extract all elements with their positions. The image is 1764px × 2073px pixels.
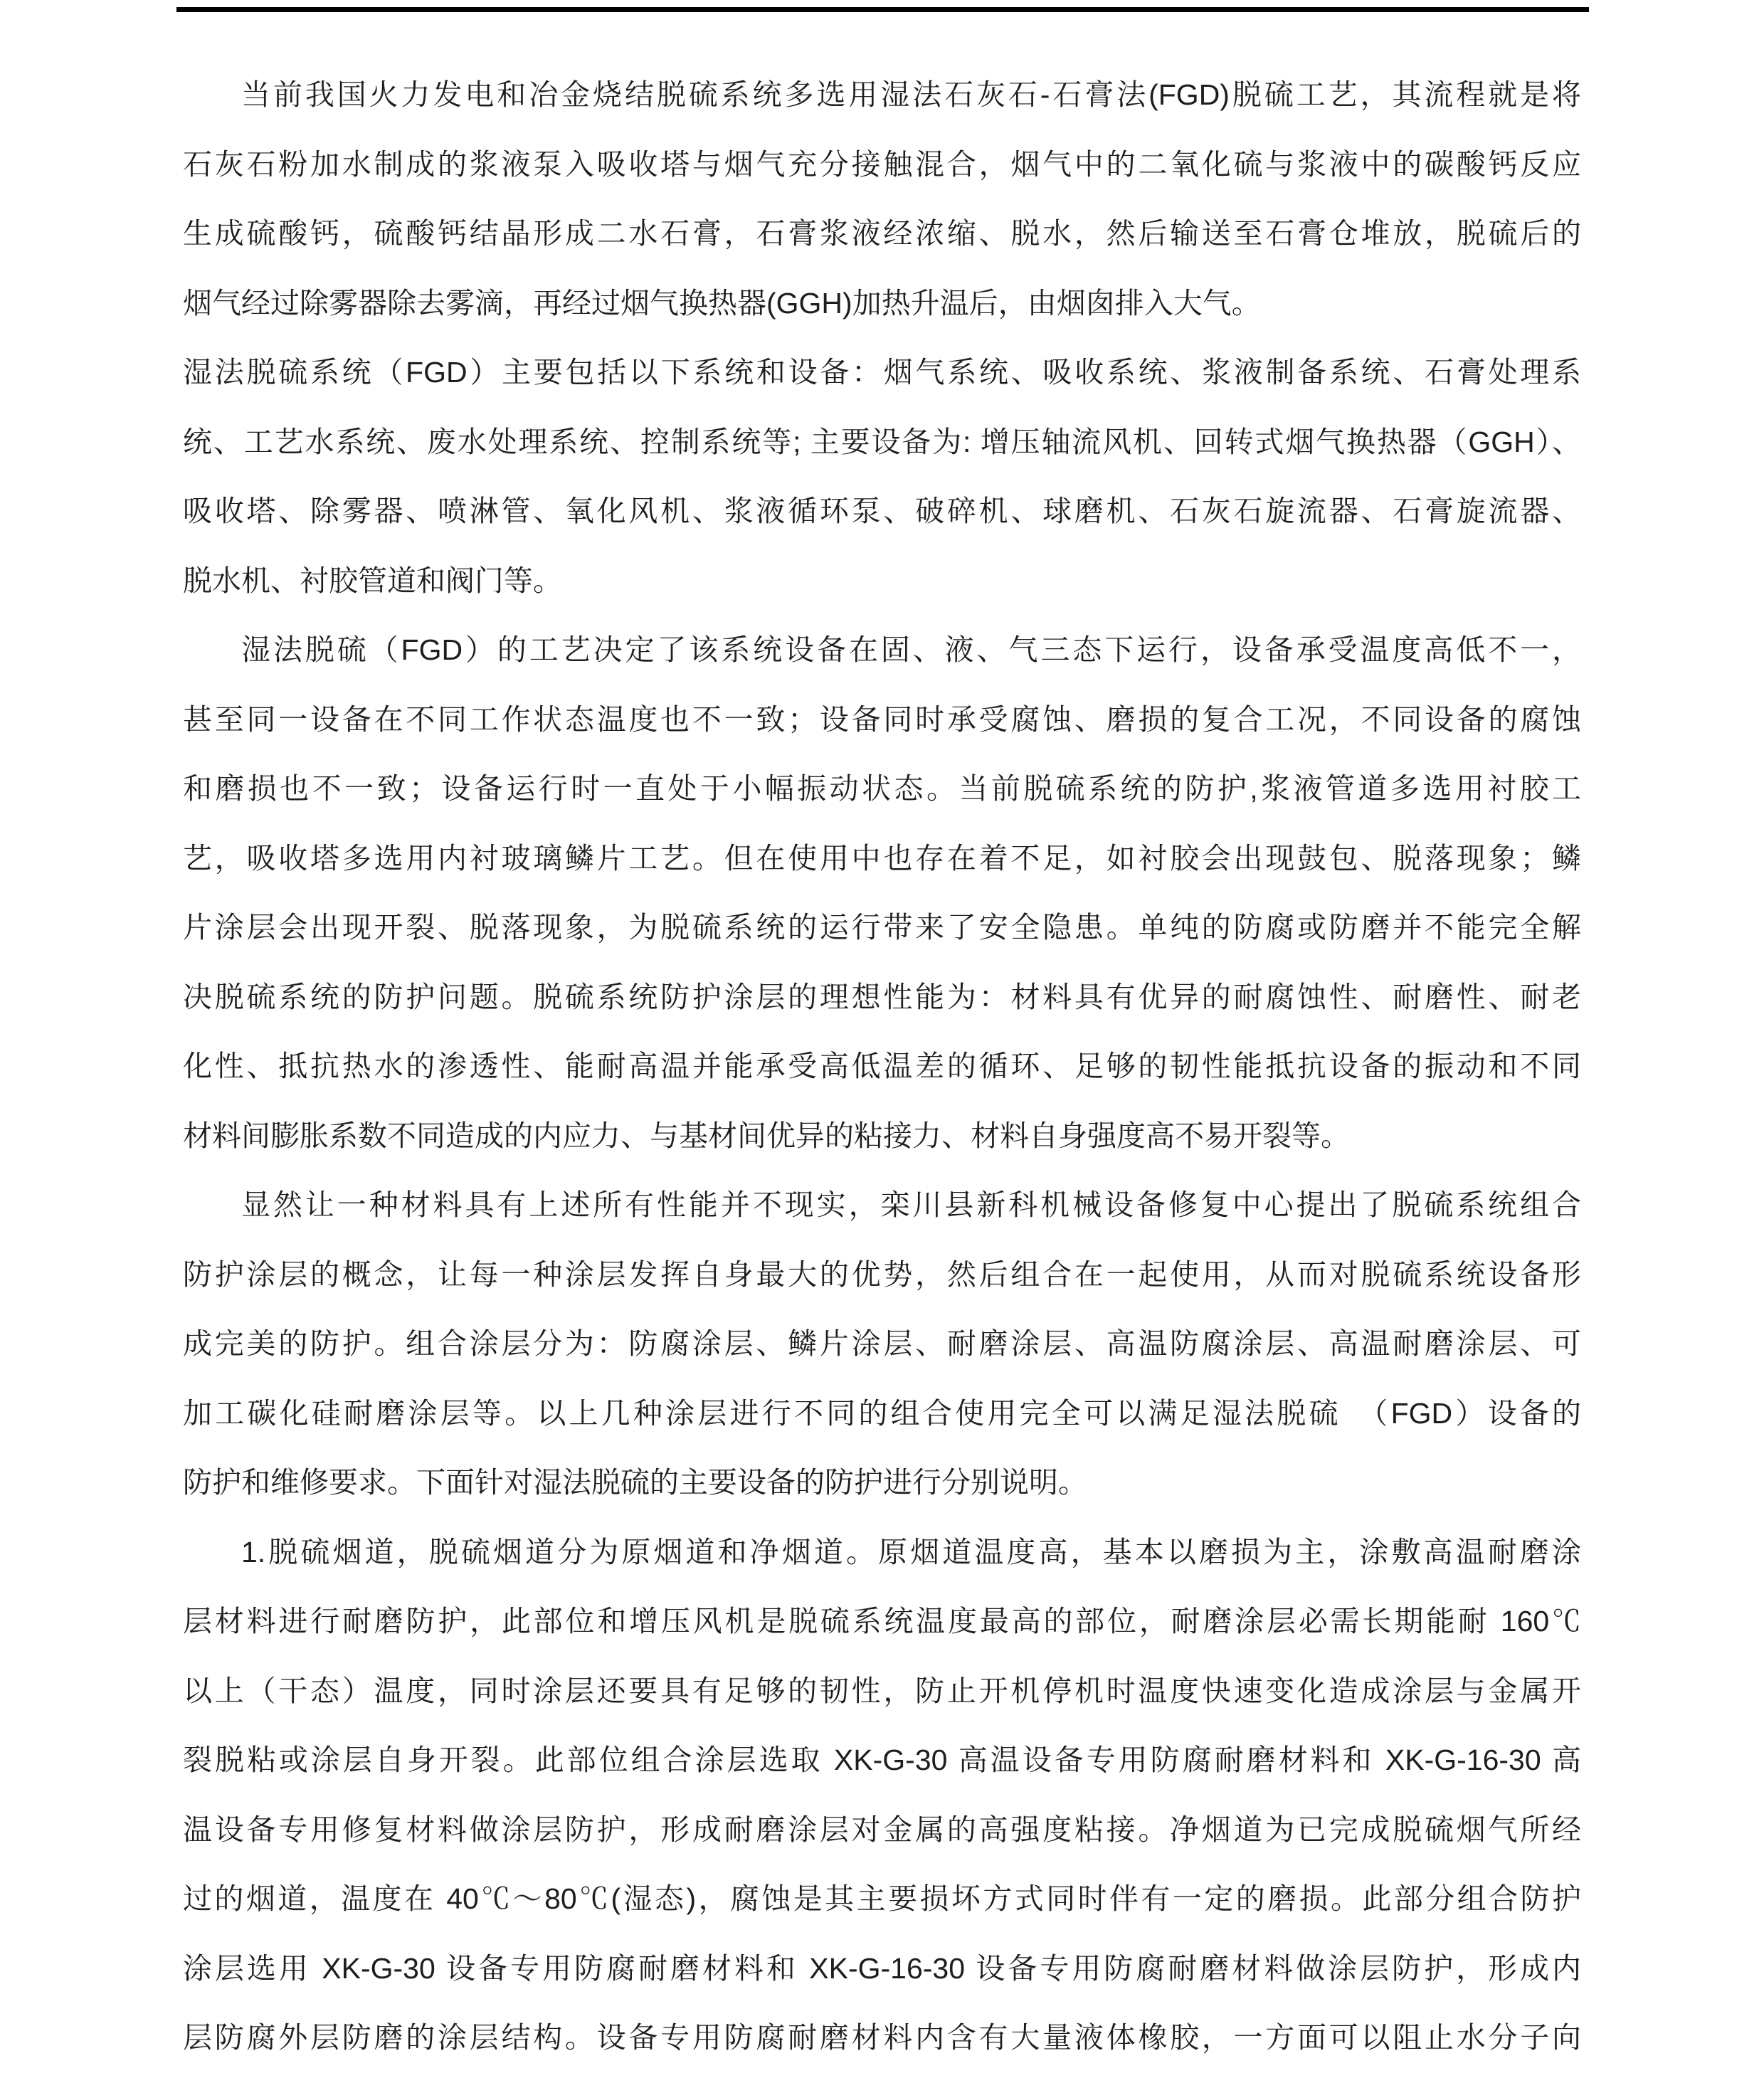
text-line: 湿法脱硫（FGD）的工艺决定了该系统设备在固、液、气三态下运行，设备承受温度高低不一，	[241, 633, 1581, 666]
text-line: 1.脱硫烟道，脱硫烟道分为原烟道和净烟道。原烟道温度高，基本以磨损为主，涂敷高温耐磨涂	[241, 1535, 1581, 1568]
text-line: 材料间膨胀系数不同造成的内应力、与基材间优异的粘接力、材料自身强度高不易开裂等。	[183, 1119, 1350, 1152]
text-line: 当前我国火力发电和冶金烧结脱硫系统多选用湿法石灰石-石膏法(FGD)脱硫工艺，其流程就是将	[241, 78, 1581, 111]
text-line: 化性、抵抗热水的渗透性、能耐高温并能承受高低温差的循环、足够的韧性能抵抗设备的振动和不同	[183, 1050, 1581, 1082]
text-line: 甚至同一设备在不同工作状态温度也不一致；设备同时承受腐蚀、磨损的复合工况，不同设备的腐蚀	[183, 702, 1581, 736]
text-line: 决脱硫系统的防护问题。脱硫系统防护涂层的理想性能为：材料具有优异的耐腐蚀性、耐磨性、耐老	[183, 980, 1581, 1013]
text-line: 加工碳化硅耐磨涂层等。以上几种涂层进行不同的组合使用完全可以满足湿法脱硫 （FGD）设备的	[183, 1396, 1581, 1430]
text-line: 过的烟道，温度在 40℃～80℃(湿态)，腐蚀是其主要损坏方式同时伴有一定的磨损。此部分组合防护	[183, 1882, 1581, 1915]
text-line: 防护和维修要求。下面针对湿法脱硫的主要设备的防护进行分别说明。	[183, 1466, 1087, 1499]
text-line: 吸收塔、除雾器、喷淋管、氧化风机、浆液循环泵、破碎机、球磨机、石灰石旋流器、石膏旋流器、	[183, 495, 1581, 527]
text-line: 层防腐外层防磨的涂层结构。设备专用防腐耐磨材料内含有大量液体橡胶，一方面可以阻止水分子向	[183, 2021, 1581, 2054]
text-line: 生成硫酸钙，硫酸钙结晶形成二水石膏，石膏浆液经浓缩、脱水，然后输送至石膏仓堆放，脱硫后的	[183, 217, 1581, 250]
text-line: 烟气经过除雾器除去雾滴，再经过烟气换热器(GGH)加热升温后，由烟囱排入大气。	[183, 286, 1261, 320]
text-line: 脱水机、衬胶管道和阀门等。	[183, 564, 562, 597]
text-line: 层材料进行耐磨防护，此部位和增压风机是脱硫系统温度最高的部位，耐磨涂层必需长期能耐 160℃	[183, 1605, 1581, 1637]
document-body	[183, 60, 1581, 2073]
text-line: 防护涂层的概念，让每一种涂层发挥自身最大的优势，然后组合在一起使用，从而对脱硫系统设备形	[183, 1257, 1581, 1291]
text-line: 艺，吸收塔多选用内衬玻璃鳞片工艺。但在使用中也存在着不足，如衬胶会出现鼓包、脱落现象；鳞	[183, 841, 1581, 875]
header-rule	[176, 7, 1589, 12]
text-line: 温设备专用修复材料做涂层防护，形成耐磨涂层对金属的高强度粘接。净烟道为已完成脱硫烟气所经	[183, 1813, 1581, 1846]
text-line: 统、工艺水系统、废水处理系统、控制系统等; 主要设备为: 增压轴流风机、回转式烟气换热器（GGH）、	[183, 425, 1581, 458]
text-line: 成完美的防护。组合涂层分为：防腐涂层、鳞片涂层、耐磨涂层、高温防腐涂层、高温耐磨涂层、可	[183, 1327, 1581, 1360]
text-line: 涂层选用 XK-G-30 设备专用防腐耐磨材料和 XK-G-16-30 设备专用防腐耐磨材料做涂层防护，形成内	[183, 1951, 1581, 1985]
text-line: 片涂层会出现开裂、脱落现象，为脱硫系统的运行带来了安全隐患。单纯的防腐或防磨并不能完全解	[183, 911, 1581, 944]
text-line: 湿法脱硫系统（FGD）主要包括以下系统和设备：烟气系统、吸收系统、浆液制备系统、石膏处理系	[183, 356, 1581, 389]
text-line: 裂脱粘或涂层自身开裂。此部位组合涂层选取 XK-G-30 高温设备专用防腐耐磨材料和 XK-G-16-30 高	[183, 1744, 1581, 1776]
text-line: 石灰石粉加水制成的浆液泵入吸收塔与烟气充分接触混合，烟气中的二氧化硫与浆液中的碳酸钙反应	[183, 147, 1581, 181]
text-line: 以上（干态）温度，同时涂层还要具有足够的韧性，防止开机停机时温度快速变化造成涂层与金属开	[183, 1674, 1581, 1707]
text-line: 显然让一种材料具有上述所有性能并不现实，栾川县新科机械设备修复中心提出了脱硫系统组合	[241, 1188, 1581, 1221]
text-line: 和磨损也不一致；设备运行时一直处于小幅振动状态。当前脱硫系统的防护,浆液管道多选用衬胶工	[183, 772, 1581, 805]
